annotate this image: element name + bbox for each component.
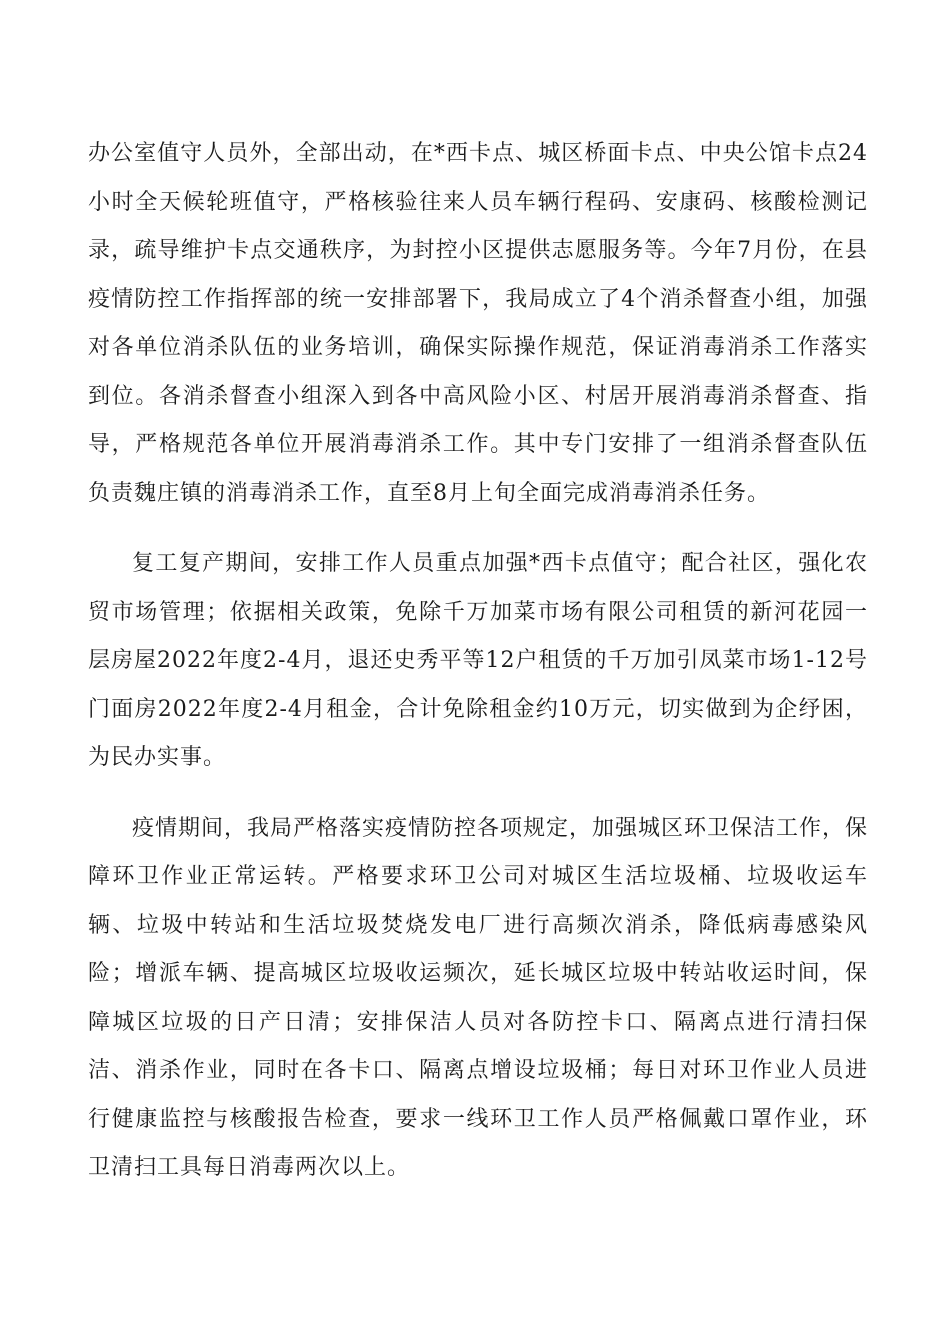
paragraph-resumption: 复工复产期间，安排工作人员重点加强*西卡点值守；配合社区，强化农贸市场管理；依据相关政策，免除千万加菜市场有限公司租赁的新河花园一层房屋2022年度2-4月，退还史秀平等12户租赁的千万加引凤菜市场1-12号门面房2022年度2-4月租金，合计免除租金约10万元，切实做到为企纾困，为民办实事。: [88, 551, 868, 770]
paragraph-sanitation: 疫情期间，我局严格落实疫情防控各项规定，加强城区环卫保洁工作，保障环卫作业正常运转。严格要求环卫公司对城区生活垃圾桶、垃圾收运车辆、垃圾中转站和生活垃圾焚烧发电厂进行高频次消杀，降低病毒感染风险；增派车辆、提高城区垃圾收运频次，延长城区垃圾中转站收运时间，保障城区垃圾的日产日清；安排保洁人员对各防控卡口、隔离点进行清扫保洁、消杀作业，同时在各卡口、隔离点增设垃圾桶；每日对环卫作业人员进行健康监控与核酸报告检查，要求一线环卫工作人员严格佩戴口罩作业，环卫清扫工具每日消毒两次以上。: [88, 815, 869, 1180]
paragraph-continued: 办公室值守人员外，全部出动，在*西卡点、城区桥面卡点、中央公馆卡点24小时全天候轮班值守，严格核验往来人员车辆行程码、安康码、核酸检测记录，疏导维护卡点交通秩序，为封控小区提供志愿服务等。今年7月份，在县疫情防控工作指挥部的统一安排部署下，我局成立了4个消杀督查小组，加强对各单位消杀队伍的业务培训，确保实际操作规范，保证消毒消杀工作落实到位。各消杀督查小组深入到各中高风险小区、村居开展消毒消杀督查、指导，严格规范各单位开展消毒消杀工作。其中专门安排了一组消杀督查队伍负责魏庄镇的消毒消杀工作，直至8月上旬全面完成消毒消杀任务。: [88, 141, 868, 506]
document-body: [88, 130, 868, 1193]
